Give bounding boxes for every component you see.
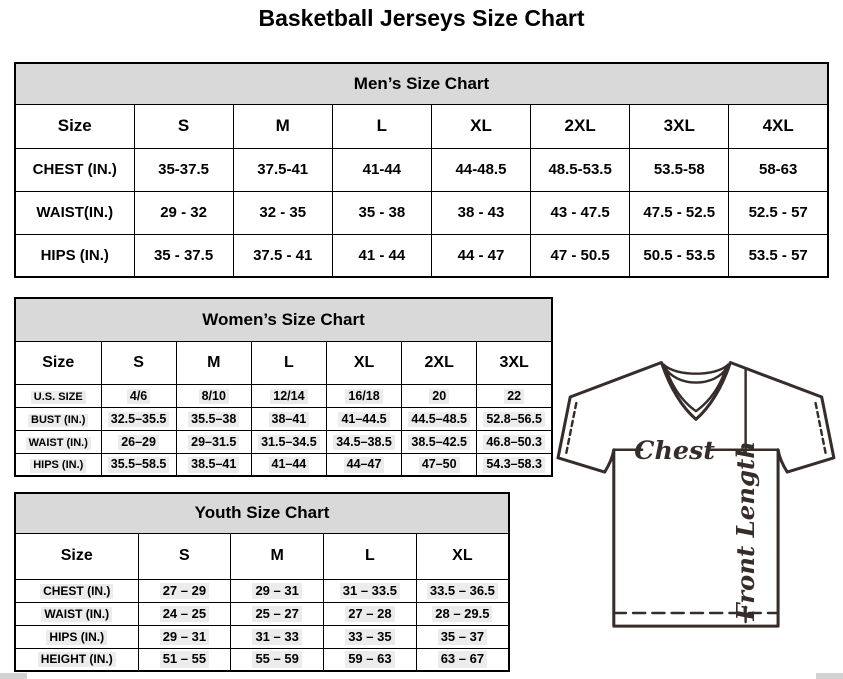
row-label: WAIST(IN.) bbox=[15, 191, 134, 234]
size-cell: 38.5–41 bbox=[176, 453, 251, 476]
row-label: WAIST (IN.) bbox=[15, 602, 138, 625]
size-cell: 29–31.5 bbox=[176, 430, 251, 453]
row-label: BUST (IN.) bbox=[15, 407, 101, 430]
size-cell: 26–29 bbox=[101, 430, 176, 453]
column-header: S bbox=[134, 104, 233, 148]
column-header: S bbox=[101, 341, 176, 384]
size-cell: 51 – 55 bbox=[138, 648, 231, 671]
row-label: HEIGHT (IN.) bbox=[15, 648, 138, 671]
size-cell: 58-63 bbox=[729, 148, 828, 191]
size-cell: 29 - 32 bbox=[134, 191, 233, 234]
table-row bbox=[15, 148, 828, 191]
page-title: Basketball Jerseys Size Chart bbox=[258, 5, 585, 31]
column-header: Size bbox=[15, 341, 101, 384]
cutoff-fragment-left bbox=[0, 673, 27, 679]
size-cell: 63 – 67 bbox=[416, 648, 509, 671]
size-cell: 31.5–34.5 bbox=[251, 430, 326, 453]
column-header: 4XL bbox=[729, 104, 828, 148]
size-cell: 27 – 28 bbox=[324, 602, 417, 625]
table-row bbox=[15, 648, 509, 671]
size-cell: 8/10 bbox=[176, 384, 251, 407]
size-cell: 46.8–50.3 bbox=[477, 430, 552, 453]
size-cell: 52.5 - 57 bbox=[729, 191, 828, 234]
size-cell: 35-37.5 bbox=[134, 148, 233, 191]
size-cell: 44-48.5 bbox=[431, 148, 530, 191]
size-cell: 12/14 bbox=[251, 384, 326, 407]
size-cell: 28 – 29.5 bbox=[416, 602, 509, 625]
size-cell: 41–44 bbox=[251, 453, 326, 476]
cutoff-fragment-right bbox=[816, 673, 843, 679]
table-row bbox=[15, 602, 509, 625]
size-cell: 41 - 44 bbox=[332, 234, 431, 277]
size-cell: 33 – 35 bbox=[324, 625, 417, 648]
front-length-measure-label: Front Length bbox=[731, 441, 761, 621]
size-cell: 4/6 bbox=[101, 384, 176, 407]
size-cell: 29 – 31 bbox=[138, 625, 231, 648]
row-label: U.S. SIZE bbox=[15, 384, 101, 407]
size-cell: 43 - 47.5 bbox=[531, 191, 630, 234]
youth-size-table-title: Youth Size Chart bbox=[15, 493, 509, 533]
size-cell: 38.5–42.5 bbox=[402, 430, 477, 453]
size-cell: 35.5–58.5 bbox=[101, 453, 176, 476]
column-header: 3XL bbox=[477, 341, 552, 384]
size-cell: 53.5-58 bbox=[630, 148, 729, 191]
row-label: HIPS (IN.) bbox=[15, 625, 138, 648]
jersey-diagram-svg bbox=[556, 356, 843, 656]
column-header: L bbox=[324, 533, 417, 579]
size-cell: 35 - 37.5 bbox=[134, 234, 233, 277]
size-cell: 25 – 27 bbox=[231, 602, 324, 625]
size-cell: 44.5–48.5 bbox=[402, 407, 477, 430]
size-cell: 38 - 43 bbox=[431, 191, 530, 234]
column-header: S bbox=[138, 533, 231, 579]
size-cell: 55 – 59 bbox=[231, 648, 324, 671]
chest-measure-label: Chest bbox=[634, 434, 715, 465]
size-cell: 22 bbox=[477, 384, 552, 407]
size-cell: 29 – 31 bbox=[231, 579, 324, 602]
size-cell: 54.3–58.3 bbox=[477, 453, 552, 476]
table-row bbox=[15, 625, 509, 648]
size-cell: 33.5 – 36.5 bbox=[416, 579, 509, 602]
row-label: WAIST (IN.) bbox=[15, 430, 101, 453]
size-cell: 41-44 bbox=[332, 148, 431, 191]
size-cell: 50.5 - 53.5 bbox=[630, 234, 729, 277]
size-cell: 20 bbox=[402, 384, 477, 407]
column-header: 3XL bbox=[630, 104, 729, 148]
size-cell: 37.5-41 bbox=[233, 148, 332, 191]
column-header: L bbox=[251, 341, 326, 384]
size-cell: 47 - 50.5 bbox=[531, 234, 630, 277]
column-header: XL bbox=[431, 104, 530, 148]
size-cell: 31 – 33.5 bbox=[324, 579, 417, 602]
table-row bbox=[15, 234, 828, 277]
size-cell: 27 – 29 bbox=[138, 579, 231, 602]
column-header: 2XL bbox=[402, 341, 477, 384]
size-cell: 24 – 25 bbox=[138, 602, 231, 625]
size-cell: 48.5-53.5 bbox=[531, 148, 630, 191]
jersey-measurement-diagram bbox=[556, 356, 843, 656]
mens-size-table bbox=[14, 62, 829, 278]
size-cell: 34.5–38.5 bbox=[326, 430, 401, 453]
size-cell: 37.5 - 41 bbox=[233, 234, 332, 277]
table-row bbox=[15, 191, 828, 234]
table-row bbox=[15, 430, 552, 453]
size-cell: 35.5–38 bbox=[176, 407, 251, 430]
column-header: Size bbox=[15, 104, 134, 148]
size-cell: 31 – 33 bbox=[231, 625, 324, 648]
column-header: XL bbox=[326, 341, 401, 384]
column-header: M bbox=[176, 341, 251, 384]
womens-size-table-title: Women’s Size Chart bbox=[15, 298, 552, 341]
column-header: 2XL bbox=[531, 104, 630, 148]
size-cell: 59 – 63 bbox=[324, 648, 417, 671]
table-row bbox=[15, 579, 509, 602]
jersey-outline bbox=[558, 363, 834, 627]
table-row bbox=[15, 384, 552, 407]
column-header: L bbox=[332, 104, 431, 148]
size-cell: 47–50 bbox=[402, 453, 477, 476]
row-label: HIPS (IN.) bbox=[15, 453, 101, 476]
table-row bbox=[15, 453, 552, 476]
size-cell: 35 – 37 bbox=[416, 625, 509, 648]
size-cell: 52.8–56.5 bbox=[477, 407, 552, 430]
row-label: CHEST (IN.) bbox=[15, 579, 138, 602]
womens-size-table bbox=[14, 297, 553, 477]
size-cell: 41–44.5 bbox=[326, 407, 401, 430]
column-header: Size bbox=[15, 533, 138, 579]
row-label: CHEST (IN.) bbox=[15, 148, 134, 191]
column-header: M bbox=[233, 104, 332, 148]
size-cell: 35 - 38 bbox=[332, 191, 431, 234]
size-cell: 53.5 - 57 bbox=[729, 234, 828, 277]
size-cell: 38–41 bbox=[251, 407, 326, 430]
size-cell: 16/18 bbox=[326, 384, 401, 407]
table-row bbox=[15, 407, 552, 430]
size-cell: 44–47 bbox=[326, 453, 401, 476]
size-cell: 44 - 47 bbox=[431, 234, 530, 277]
size-cell: 47.5 - 52.5 bbox=[630, 191, 729, 234]
mens-size-table-title: Men’s Size Chart bbox=[15, 63, 828, 104]
size-cell: 32 - 35 bbox=[233, 191, 332, 234]
row-label: HIPS (IN.) bbox=[15, 234, 134, 277]
column-header: XL bbox=[416, 533, 509, 579]
youth-size-table bbox=[14, 492, 510, 672]
size-cell: 32.5–35.5 bbox=[101, 407, 176, 430]
column-header: M bbox=[231, 533, 324, 579]
